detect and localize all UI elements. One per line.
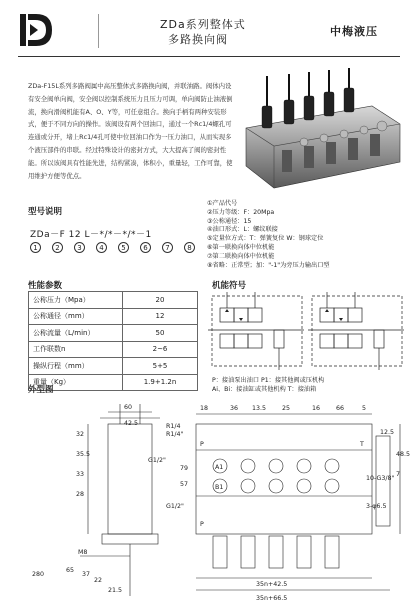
model-code-numbers — [30, 242, 206, 253]
model-legend-item: ⑦第二联换向体中位机能 — [207, 252, 275, 260]
param-label: 公称通径（mm） — [29, 308, 123, 325]
company-logo — [18, 10, 58, 50]
model-legend-item: ③公称通径：15 — [207, 217, 252, 225]
dim-label: 60 — [124, 404, 133, 411]
product-photo — [232, 66, 404, 196]
brand-name: 中梅液压 — [330, 25, 378, 38]
dim-label: 35n+42.5 — [256, 581, 288, 588]
param-label: 公称压力（Mpa） — [29, 292, 123, 309]
model-number-1: 1 — [30, 242, 41, 253]
param-value: 12 — [123, 308, 198, 325]
model-number-3: 3 — [74, 242, 85, 253]
dim-label: 65 — [66, 567, 75, 574]
model-legend-item: ④油口形式：L：螺纹联接 — [207, 226, 278, 234]
model-legend-item: ⑧省略：正常型；加："-1"为旁压力输出口型 — [207, 261, 330, 269]
model-number-4: 4 — [96, 242, 107, 253]
page-title-line1: ZDa系列整体式 — [160, 18, 246, 31]
param-label: 操纵行程（mm） — [29, 358, 123, 375]
model-code: ZDa－F 12 L－*/*－*/*－1 — [30, 230, 152, 240]
model-heading: 型号说明 — [28, 207, 63, 217]
dim-label: 280 — [32, 571, 45, 578]
table-row — [29, 292, 198, 309]
dim-label: R1/4 — [166, 423, 181, 430]
dim-label: 35n+66.5 — [256, 595, 288, 602]
dim-label: P — [200, 441, 204, 448]
dim-label: 32 — [76, 431, 85, 438]
dim-label: G1/2" — [148, 457, 166, 464]
param-value: 1.9+1.2n — [123, 374, 198, 391]
dim-label: 57 — [180, 481, 189, 488]
header-divider — [18, 56, 400, 57]
dim-label: 36 — [230, 405, 239, 412]
dim-label: 37 — [82, 571, 91, 578]
dim-label: 79 — [180, 465, 189, 472]
table-row — [29, 358, 198, 375]
dim-label: 5 — [362, 405, 367, 412]
dim-label: A1 — [215, 464, 224, 471]
param-value: 2~6 — [123, 341, 198, 358]
param-label: 重量（Kg） — [29, 374, 123, 391]
model-number-7: 7 — [162, 242, 173, 253]
dim-label: 42.5 — [124, 420, 139, 427]
model-legend-item: ⑤定量位方式：T：弹簧复位 W：钢球定位 — [207, 235, 324, 243]
dim-label: 22 — [94, 577, 103, 584]
page-title-line2: 多路换向阀 — [168, 33, 228, 46]
table-row — [29, 308, 198, 325]
dim-label: 18 — [200, 405, 209, 412]
dimensions-heading: 外型图 — [28, 385, 54, 395]
param-value: 5+5 — [123, 358, 198, 375]
dim-label: T — [360, 441, 364, 448]
dim-label: 35.5 — [76, 451, 91, 458]
intro-paragraph: ZDa-F15L系列多路阀属中高压整体式多路换向阀，并联油路。阀体内设有安全阀单向阀，安全阀以控制系统压力且压力可调，单向阀防止油液倒流，换向滑阀机能有A、O、Y等，可任意组合。换向手柄有两种安装形式，便于不同方向的操作。该阀设有两个回油口，通过一个Rc1/4螺孔可连通或分开，堵上Rc1/4孔可使中位回油口作为一压力油口，从而实现多个液压部件的串联。经过特殊设计的密封方式，大大提高了阀的密封性能。所以该阀具有性能先进，结构紧凑，体积小，重量轻，工作可靠，使用维护方便等优点。 — [28, 82, 233, 180]
dim-label: M8 — [78, 549, 88, 556]
function-heading: 机能符号 — [212, 281, 247, 291]
dim-label: 66 — [336, 405, 345, 412]
dim-label: 13.5 — [252, 405, 267, 412]
params-heading: 性能参数 — [28, 281, 63, 291]
dimension-drawing — [20, 396, 410, 606]
param-value: 20 — [123, 292, 198, 309]
dim-label: 16 — [312, 405, 321, 412]
header-separator — [98, 14, 99, 48]
table-row — [29, 341, 198, 358]
params-table — [28, 291, 198, 391]
dim-label: B1 — [215, 484, 224, 491]
model-number-6: 6 — [140, 242, 151, 253]
dim-label: 10-G3/8" — [366, 475, 395, 482]
param-label: 工作联数n — [29, 341, 123, 358]
model-number-5: 5 — [118, 242, 129, 253]
function-note: Ai、Bi：接油缸或其他机构 T：接油箱 — [212, 385, 317, 393]
dim-label: R1/4" — [166, 431, 184, 438]
dim-label: 21.5 — [108, 587, 123, 594]
dim-label: 28 — [76, 491, 85, 498]
model-number-2: 2 — [52, 242, 63, 253]
function-note: P：接油泵出油口 P1：接其他阀或压机构 — [212, 377, 325, 384]
param-value: 50 — [123, 325, 198, 342]
param-label: 公称流量（L/min） — [29, 325, 123, 342]
dim-label: 7 — [396, 471, 401, 478]
dim-label: P — [200, 521, 204, 528]
table-row — [29, 325, 198, 342]
function-notes — [212, 377, 412, 395]
function-schematic — [204, 290, 407, 372]
dim-label: 3-φ6.5 — [366, 503, 387, 510]
model-legend-item: ②压力等级：F：20Mpa — [207, 208, 275, 216]
model-number-8: 8 — [184, 242, 195, 253]
dim-label: G1/2" — [166, 503, 184, 510]
model-legend — [207, 200, 407, 270]
dim-label: 12.5 — [380, 429, 395, 436]
dim-label: 33 — [76, 471, 85, 478]
model-legend-item: ⑥第一联换向体中位机能 — [207, 243, 275, 251]
model-legend-item: ①产品代号 — [207, 200, 238, 207]
dim-label: 25 — [282, 405, 291, 412]
dim-label: 48.5 — [396, 451, 410, 458]
